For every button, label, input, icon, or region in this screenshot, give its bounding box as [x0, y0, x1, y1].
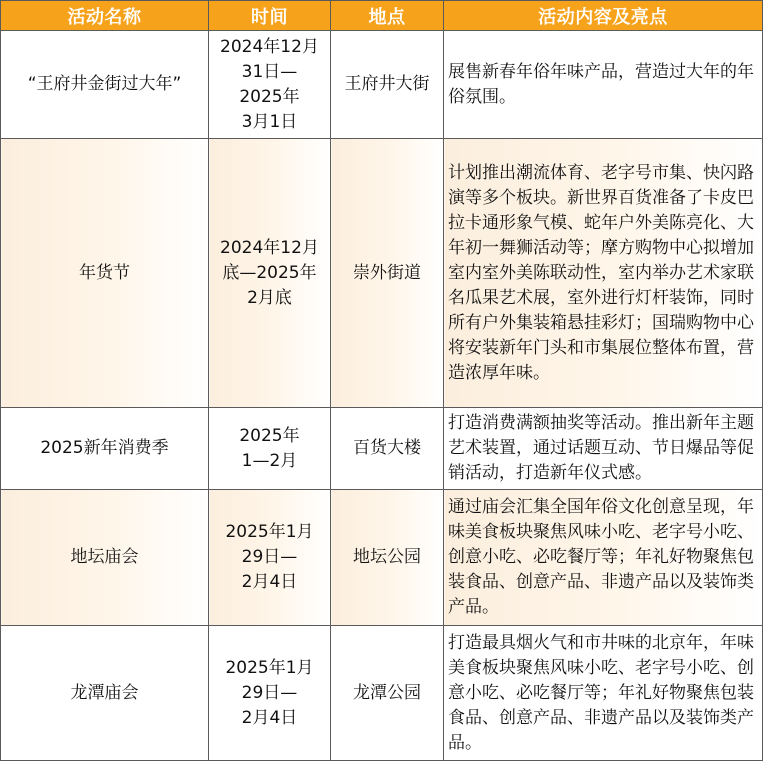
time-text: 2025年 1—2月 — [239, 425, 300, 471]
description-cell: 打造消费满额抽奖等活动。推出新年主题艺术装置，通过话题互动、节日爆品等促销活动，打造新年仪式感。 — [444, 408, 763, 490]
header-activity-name: 活动名称 — [1, 1, 209, 31]
time-text: 2025年1月 29日— 2月4日 — [225, 657, 314, 728]
activity-name-cell: 龙潭庙会 — [1, 626, 209, 761]
time-cell — [209, 139, 331, 408]
table-row — [1, 626, 763, 761]
description-cell: 打造最具烟火气和市井味的北京年，年味美食板块聚焦风味小吃、老字号小吃、创意小吃、必吃餐厅等；年礼好物聚焦包装食品、创意产品、非遗产品以及装饰类产品。 — [444, 626, 763, 761]
table-row — [1, 490, 763, 626]
header-location: 地点 — [331, 1, 444, 31]
location-cell: 百货大楼 — [331, 408, 444, 490]
time-text: 2024年12月 底—2025年 2月底 — [220, 237, 319, 308]
table-row — [1, 31, 763, 139]
table-header-row — [1, 1, 763, 31]
activity-name-cell: 年货节 — [1, 139, 209, 408]
time-text: 2025年1月 29日— 2月4日 — [225, 522, 314, 592]
time-text: 2024年12月 31日— 2025年 3月1日 — [220, 36, 319, 132]
location-cell: 崇外街道 — [331, 139, 444, 408]
activity-name-cell: 2025新年消费季 — [1, 408, 209, 490]
location-cell: 地坛公园 — [331, 490, 444, 626]
location-cell: 龙潭公园 — [331, 626, 444, 761]
time-cell — [209, 490, 331, 626]
location-cell: 王府井大街 — [331, 31, 444, 139]
table-row — [1, 408, 763, 490]
activity-name-cell: “王府井金街过大年” — [1, 31, 209, 139]
description-cell: 展售新春年俗年味产品，营造过大年的年俗氛围。 — [444, 31, 763, 139]
description-cell: 计划推出潮流体育、老字号市集、快闪路演等多个板块。新世界百货准备了卡皮巴拉卡通形象气模、蛇年户外美陈亮化、大年初一舞狮活动等；摩方购物中心拟增加室内室外美陈联动性，室内举办艺术家联名瓜果艺术展，室外进行灯杆装饰，同时所有户外集装箱悬挂彩灯；国瑞购物中心将安装新年门头和市集展位整体布置，营造浓厚年味。 — [444, 139, 763, 408]
time-cell — [209, 626, 331, 761]
table-row — [1, 139, 763, 408]
header-content-highlights: 活动内容及亮点 — [444, 1, 763, 31]
header-time: 时间 — [209, 1, 331, 31]
time-cell — [209, 31, 331, 139]
time-cell — [209, 408, 331, 490]
activity-name-cell: 地坛庙会 — [1, 490, 209, 626]
description-cell: 通过庙会汇集全国年俗文化创意呈现，年味美食板块聚焦风味小吃、老字号小吃、创意小吃、必吃餐厅等；年礼好物聚焦包装食品、创意产品、非遗产品以及装饰类产品。 — [444, 490, 763, 626]
